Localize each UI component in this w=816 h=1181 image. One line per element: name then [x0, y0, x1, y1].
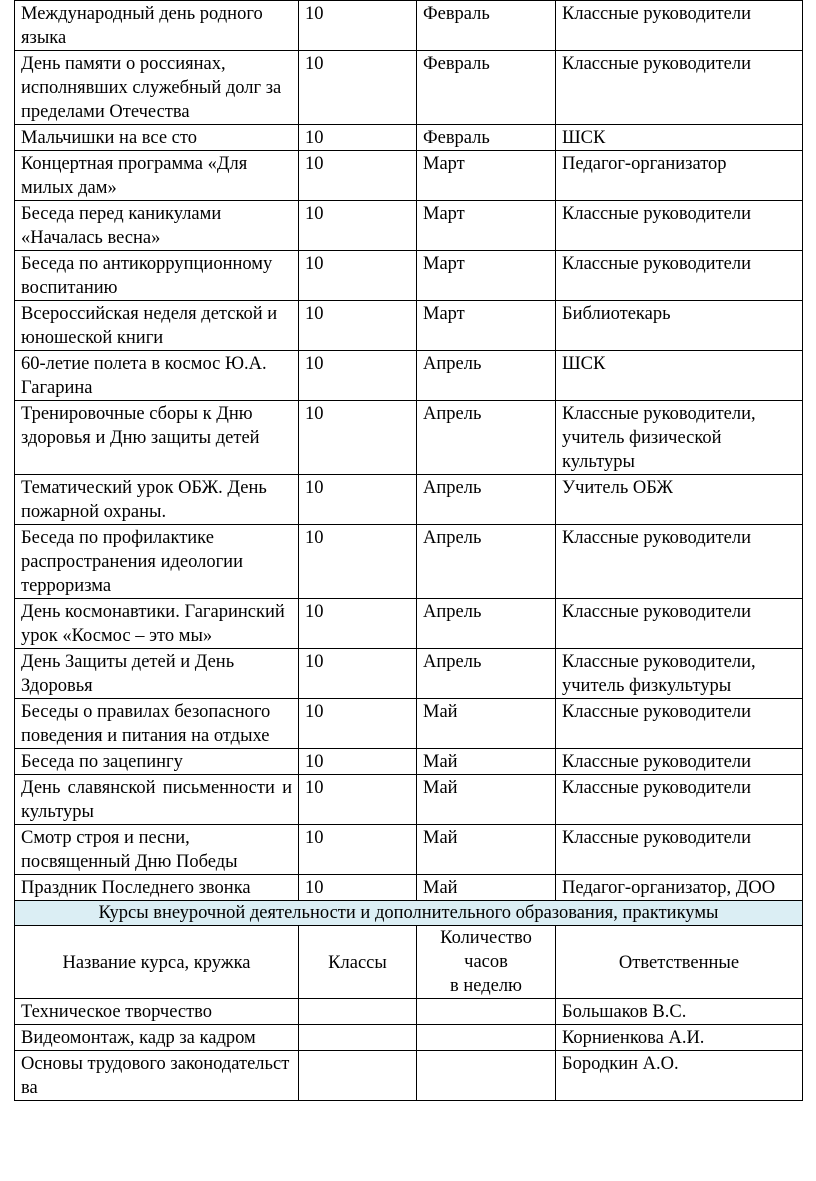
event-name: Тренировочные сборы к Дню здоровья и Дню защиты детей: [15, 401, 299, 475]
event-grade: 10: [299, 401, 417, 475]
event-name: Беседа по профилактике распространения идеологии терроризма: [15, 525, 299, 599]
course-name: Техническое творчество: [15, 999, 299, 1025]
event-grade: 10: [299, 301, 417, 351]
event-responsible: Классные руководители: [556, 775, 803, 825]
table-row: [15, 525, 803, 599]
course-hours: [417, 1051, 556, 1101]
event-responsible: ШСК: [556, 125, 803, 151]
event-responsible: Классные руководители: [556, 699, 803, 749]
event-name: Международный день родного языка: [15, 1, 299, 51]
event-name: Всероссийская неделя детской и юношеской книги: [15, 301, 299, 351]
event-name: Концертная программа «Для милых дам»: [15, 151, 299, 201]
event-grade: 10: [299, 875, 417, 901]
event-name: Беседа по зацепингу: [15, 749, 299, 775]
table-row: [15, 51, 803, 125]
event-grade: 10: [299, 525, 417, 599]
table-row: [15, 999, 803, 1025]
event-responsible: Педагог-организатор: [556, 151, 803, 201]
header-course-name: Название курса, кружка: [15, 926, 299, 999]
course-hours: [417, 1025, 556, 1051]
table-row: [15, 151, 803, 201]
event-month: Февраль: [417, 1, 556, 51]
plan-table: [14, 0, 803, 1101]
event-responsible: Классные руководители: [556, 599, 803, 649]
event-responsible: Классные руководители: [556, 251, 803, 301]
event-month: Март: [417, 301, 556, 351]
event-responsible: Классные руководители: [556, 825, 803, 875]
table-row: [15, 699, 803, 749]
event-grade: 10: [299, 201, 417, 251]
table-row: [15, 1051, 803, 1101]
event-grade: 10: [299, 125, 417, 151]
course-grades: [299, 1051, 417, 1101]
header-hours-line: Количество: [440, 928, 532, 948]
table-row: [15, 1, 803, 51]
table-row: [15, 749, 803, 775]
event-month: Апрель: [417, 351, 556, 401]
table-row: [15, 599, 803, 649]
table-row: [15, 775, 803, 825]
course-grades: [299, 1025, 417, 1051]
event-responsible: Классные руководители, учитель физкультуры: [556, 649, 803, 699]
event-month: Май: [417, 749, 556, 775]
event-grade: 10: [299, 775, 417, 825]
table-row: [15, 201, 803, 251]
event-month: Март: [417, 151, 556, 201]
event-grade: 10: [299, 351, 417, 401]
event-name: День славянской письменности и культуры: [15, 775, 299, 825]
event-grade: 10: [299, 749, 417, 775]
event-month: Апрель: [417, 475, 556, 525]
table-row: [15, 875, 803, 901]
event-responsible: ШСК: [556, 351, 803, 401]
event-name: Смотр строя и песни, посвященный Дню Победы: [15, 825, 299, 875]
event-responsible: Классные руководители: [556, 51, 803, 125]
header-responsible: Ответственные: [556, 926, 803, 999]
course-responsible: Корниенкова А.И.: [556, 1025, 803, 1051]
course-name: Основы трудового законодательства: [15, 1051, 299, 1101]
event-month: Апрель: [417, 525, 556, 599]
table-row: [15, 649, 803, 699]
header-grades: Классы: [299, 926, 417, 999]
event-month: Февраль: [417, 125, 556, 151]
event-name: Мальчишки на все сто: [15, 125, 299, 151]
event-responsible: Классные руководители: [556, 201, 803, 251]
event-name: День памяти о россиянах, исполнявших служебный долг за пределами Отечества: [15, 51, 299, 125]
event-name: День Защиты детей и День Здоровья: [15, 649, 299, 699]
event-name: Беседа перед каникулами «Началась весна»: [15, 201, 299, 251]
course-responsible: Большаков В.С.: [556, 999, 803, 1025]
event-responsible: Учитель ОБЖ: [556, 475, 803, 525]
table-row: [15, 301, 803, 351]
table-row: [15, 1025, 803, 1051]
event-month: Апрель: [417, 401, 556, 475]
header-hours: [417, 926, 556, 999]
event-grade: 10: [299, 599, 417, 649]
table-row: [15, 825, 803, 875]
course-name: Видеомонтаж, кадр за кадром: [15, 1025, 299, 1051]
section-header-row: [15, 901, 803, 926]
event-month: Апрель: [417, 599, 556, 649]
event-name: Беседа по антикоррупционному воспитанию: [15, 251, 299, 301]
header-hours-line: часов: [464, 952, 508, 972]
table-row: [15, 351, 803, 401]
courses-header-row: [15, 926, 803, 999]
document-page: [14, 0, 802, 1101]
table-row: [15, 401, 803, 475]
table-row: [15, 125, 803, 151]
event-name: 60-летие полета в космос Ю.А. Гагарина: [15, 351, 299, 401]
event-grade: 10: [299, 251, 417, 301]
event-name: День космонавтики. Гагаринский урок «Космос – это мы»: [15, 599, 299, 649]
event-grade: 10: [299, 1, 417, 51]
header-hours-line: в неделю: [450, 976, 522, 996]
event-name: Беседы о правилах безопасного поведения и питания на отдыхе: [15, 699, 299, 749]
course-hours: [417, 999, 556, 1025]
event-responsible: Классные руководители: [556, 749, 803, 775]
event-grade: 10: [299, 51, 417, 125]
event-grade: 10: [299, 699, 417, 749]
event-month: Март: [417, 201, 556, 251]
course-responsible: Бородкин А.О.: [556, 1051, 803, 1101]
event-responsible: Классные руководители, учитель физической культуры: [556, 401, 803, 475]
event-month: Май: [417, 875, 556, 901]
event-month: Апрель: [417, 649, 556, 699]
event-grade: 10: [299, 649, 417, 699]
table-row: [15, 251, 803, 301]
table-row: [15, 475, 803, 525]
event-grade: 10: [299, 475, 417, 525]
event-name: Тематический урок ОБЖ. День пожарной охраны.: [15, 475, 299, 525]
event-grade: 10: [299, 825, 417, 875]
course-grades: [299, 999, 417, 1025]
event-month: Февраль: [417, 51, 556, 125]
event-month: Март: [417, 251, 556, 301]
event-responsible: Классные руководители: [556, 1, 803, 51]
section-title: Курсы внеурочной деятельности и дополнительного образования, практикумы: [15, 901, 803, 926]
event-grade: 10: [299, 151, 417, 201]
event-month: Май: [417, 699, 556, 749]
event-responsible: Педагог-организатор, ДОО: [556, 875, 803, 901]
event-month: Май: [417, 825, 556, 875]
event-name: Праздник Последнего звонка: [15, 875, 299, 901]
event-month: Май: [417, 775, 556, 825]
event-responsible: Библиотекарь: [556, 301, 803, 351]
event-responsible: Классные руководители: [556, 525, 803, 599]
